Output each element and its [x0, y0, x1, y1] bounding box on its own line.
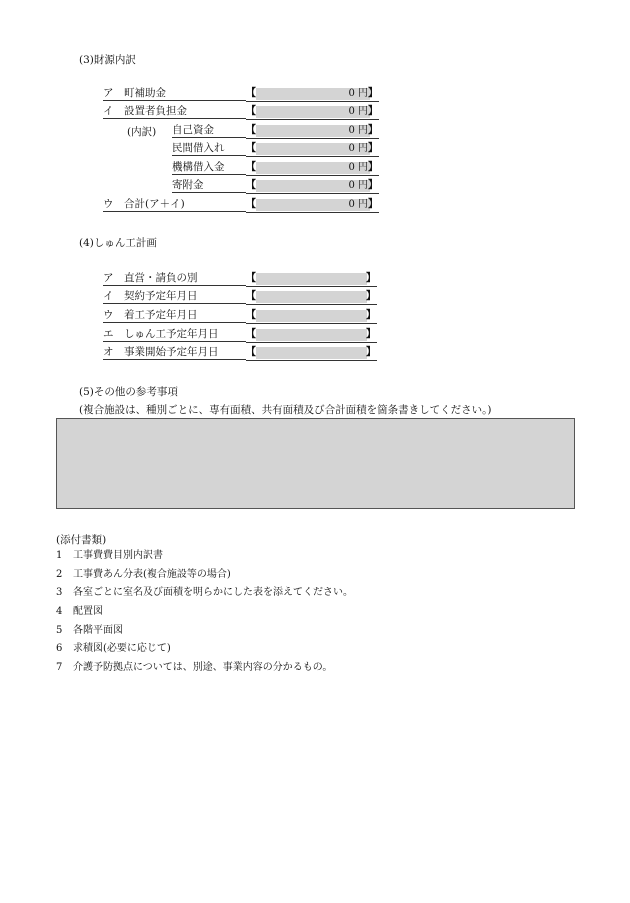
- field-own-funds[interactable]: 0 円: [256, 125, 370, 137]
- bracket-open: 【: [246, 162, 256, 173]
- field-underline: [246, 342, 377, 343]
- bracket-open: 【: [246, 291, 256, 302]
- bracket-close: 】: [368, 143, 378, 154]
- bracket-open: 【: [246, 199, 256, 210]
- bracket-close: 】: [368, 106, 378, 117]
- funding-label-town-subsidy: ア 町補助金: [103, 87, 246, 101]
- field-underline: [246, 138, 379, 139]
- field-underline: [246, 175, 379, 176]
- plan-label-completion-date: エ しゅん工予定年月日: [103, 328, 246, 342]
- breakdown-label: (内訳): [127, 126, 157, 138]
- attachment-text: 求積図(必要に応じて): [73, 643, 171, 654]
- attachment-item: [56, 624, 123, 637]
- bracket-close: 】: [368, 88, 378, 99]
- attachment-item: [56, 586, 353, 599]
- funding-label-donation: 寄附金: [172, 179, 246, 193]
- field-underline: [246, 119, 379, 120]
- bracket-close: 】: [366, 310, 376, 321]
- plan-label-contract-date: イ 契約予定年月日: [103, 290, 246, 304]
- attachment-num: 5: [56, 625, 63, 636]
- attachment-text: 各階平面図: [73, 625, 123, 636]
- field-town-subsidy[interactable]: 0 円: [256, 88, 370, 100]
- field-underline: [246, 286, 377, 287]
- field-start-date[interactable]: [256, 310, 367, 322]
- funding-heading: (3)財源内訳: [79, 54, 136, 66]
- field-total[interactable]: 0 円: [256, 199, 370, 211]
- attachment-num: 6: [56, 643, 63, 654]
- bracket-open: 【: [246, 88, 256, 99]
- other-note: (複合施設は、種別ごとに、専有面積、共有面積及び合計面積を箇条書きしてください。): [79, 404, 492, 416]
- bracket-close: 】: [366, 329, 376, 340]
- attachment-num: 2: [56, 569, 63, 580]
- field-underline: [246, 156, 379, 157]
- field-private-loan[interactable]: 0 円: [256, 143, 370, 155]
- attachment-text: 介護予防拠点については、別途、事業内容の分かるもの。: [73, 662, 333, 673]
- funding-label-agency-loan: 機構借入金: [172, 161, 246, 175]
- field-business-start-date[interactable]: [256, 347, 367, 359]
- field-underline: [246, 323, 377, 324]
- field-agency-loan[interactable]: 0 円: [256, 162, 370, 174]
- attachments-heading: (添付書類): [56, 534, 107, 546]
- field-method[interactable]: [256, 273, 367, 285]
- attachment-text: 配置図: [73, 606, 103, 617]
- attachment-item: [56, 605, 103, 618]
- funding-label-founder-share: イ 設置者負担金: [103, 105, 246, 119]
- funding-label-private-loan: 民間借入れ: [172, 142, 246, 156]
- attachment-text: 工事費あん分表(複合施設等の場合): [73, 569, 231, 580]
- field-underline: [246, 304, 377, 305]
- attachment-item: [56, 568, 231, 581]
- bracket-open: 【: [246, 347, 256, 358]
- bracket-close: 】: [368, 125, 378, 136]
- field-underline: [246, 101, 379, 102]
- bracket-close: 】: [368, 199, 378, 210]
- attachment-text: 工事費費目別内訳書: [73, 550, 163, 561]
- other-heading: (5)その他の参考事項: [79, 386, 178, 398]
- bracket-open: 【: [246, 310, 256, 321]
- attachment-item: [56, 642, 171, 655]
- plan-label-start-date: ウ 着工予定年月日: [103, 309, 246, 323]
- attachment-num: 1: [56, 550, 63, 561]
- bracket-close: 】: [366, 347, 376, 358]
- bracket-close: 】: [368, 162, 378, 173]
- plan-label-method: ア 直営・請負の別: [103, 272, 246, 286]
- bracket-open: 【: [246, 180, 256, 191]
- field-donation[interactable]: 0 円: [256, 180, 370, 192]
- field-contract-date[interactable]: [256, 291, 367, 303]
- attachment-item: [56, 661, 332, 674]
- attachment-text: 各室ごとに室名及び面積を明らかにした表を添えてください。: [73, 587, 353, 598]
- field-underline: [246, 193, 379, 194]
- field-completion-date[interactable]: [256, 329, 367, 341]
- field-underline: [246, 360, 377, 361]
- other-notes-textarea[interactable]: [56, 418, 575, 509]
- attachment-num: 3: [56, 587, 63, 598]
- bracket-open: 【: [246, 329, 256, 340]
- bracket-open: 【: [246, 273, 256, 284]
- bracket-open: 【: [246, 143, 256, 154]
- bracket-open: 【: [246, 125, 256, 136]
- attachment-item: [56, 549, 163, 562]
- funding-label-total: ウ 合計(ア＋イ): [103, 198, 246, 212]
- attachment-num: 7: [56, 662, 63, 673]
- bracket-close: 】: [366, 273, 376, 284]
- bracket-close: 】: [366, 291, 376, 302]
- field-founder-share[interactable]: 0 円: [256, 106, 370, 118]
- attachment-num: 4: [56, 606, 63, 617]
- plan-label-business-start-date: オ 事業開始予定年月日: [103, 346, 246, 360]
- field-underline: [246, 212, 379, 213]
- funding-label-own-funds: 自己資金: [172, 124, 246, 138]
- bracket-close: 】: [368, 180, 378, 191]
- plan-heading: (4)しゅん工計画: [79, 237, 157, 249]
- bracket-open: 【: [246, 106, 256, 117]
